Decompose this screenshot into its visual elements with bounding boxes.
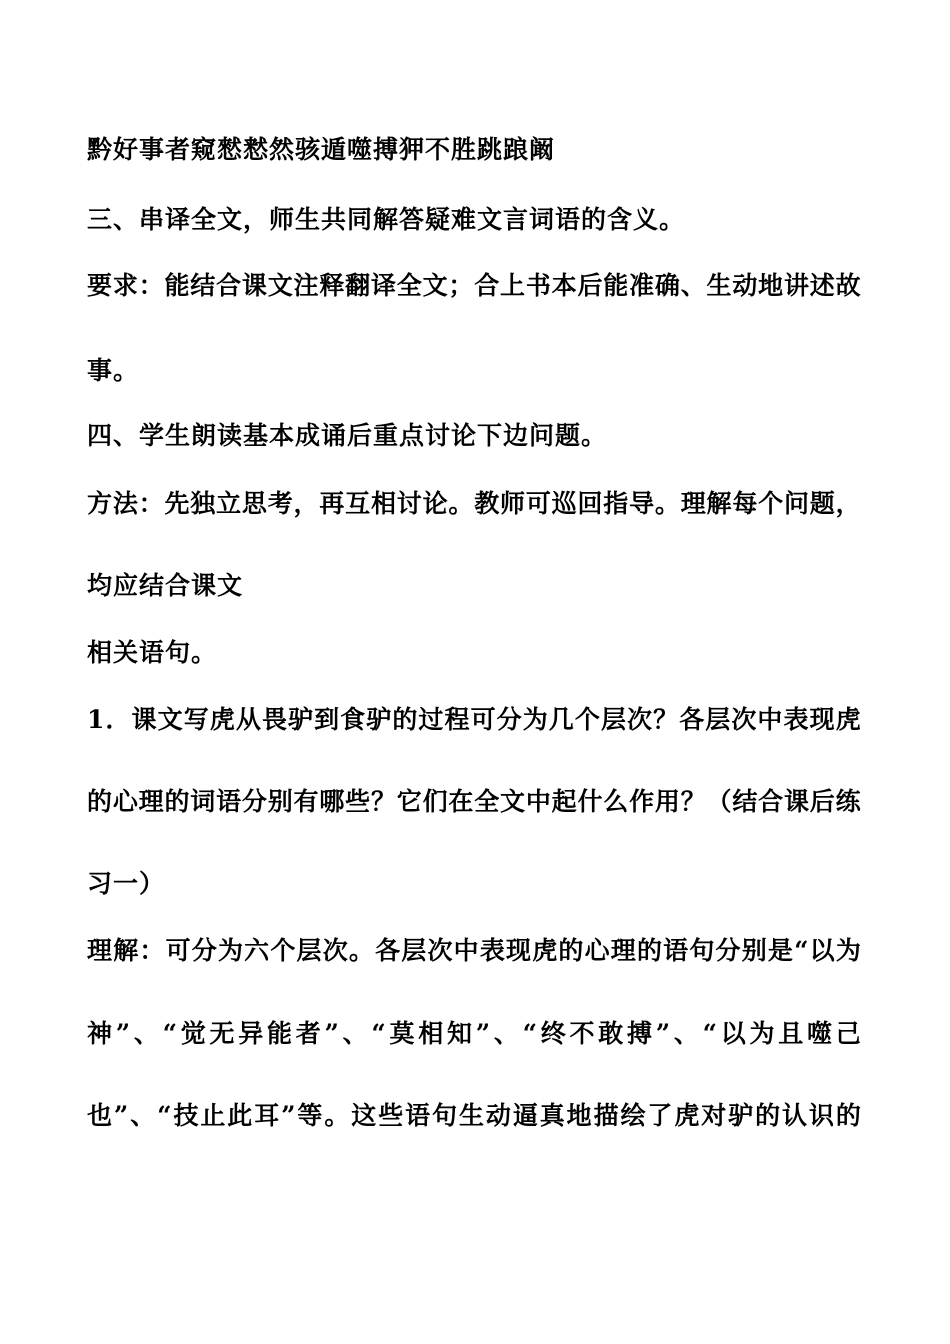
text-line-question-1-end: 习一）	[87, 869, 166, 898]
text-line-question-1-cont: 的 心 理 的 词 语 分 别 有 哪 些 ？ 它 们 在 全 文 中 起 什 么 作 用 ？ （ 结 合 课 后 练	[87, 787, 861, 816]
text-line-section-3-heading: 三、串译全文，师生共同解答疑难文言词语的含义。	[87, 205, 686, 234]
text-line-vocabulary: 黔好事者窥憖慭然骇遁噬搏狎不胜跳踉阚	[87, 135, 556, 164]
text-line-related-sentences: 相关语句。	[87, 638, 218, 667]
text-line-requirement: 要 求 ： 能 结 合 课 文 注 释 翻 译 全 文 ； 合 上 书 本 后 能 准 确 、 生 动 地 讲 述 故	[87, 271, 861, 300]
text-line-requirement-cont: 事。	[87, 356, 140, 385]
text-line-answer: 理 解 ： 可 分 为 六 个 层 次 。 各 层 次 中 表 现 虎 的 心 理 的 语 句 分 别 是 “ 以 为	[87, 936, 861, 965]
text-line-method-cont: 均应结合课文	[87, 571, 244, 600]
text-line-section-4-heading: 四、学生朗读基本成诵后重点讨论下边问题。	[87, 421, 608, 450]
text-line-method: 方 法 ： 先 独 立 思 考 ， 再 互 相 讨 论 。 教 师 可 巡 回 指 导 。 理 解 每 个 问 题 ，	[87, 489, 861, 518]
text-line-answer-cont-2: 也 ” 、 “ 技 止 此 耳 ” 等 。 这 些 语 句 生 动 逼 真 地 描 绘 了 虎 对 驴 的 认 识 的	[87, 1101, 861, 1130]
text-line-answer-cont-1: 神 ” 、 “ 觉 无 异 能 者 ” 、 “ 莫 相 知 ” 、 “ 终 不 敢 搏 ” 、 “ 以 为 且 噬 己	[87, 1019, 861, 1048]
text-line-question-1: 1 ． 课 文 写 虎 从 畏 驴 到 食 驴 的 过 程 可 分 为 几 个 层 次 ？ 各 层 次 中 表 现 虎	[87, 705, 861, 734]
